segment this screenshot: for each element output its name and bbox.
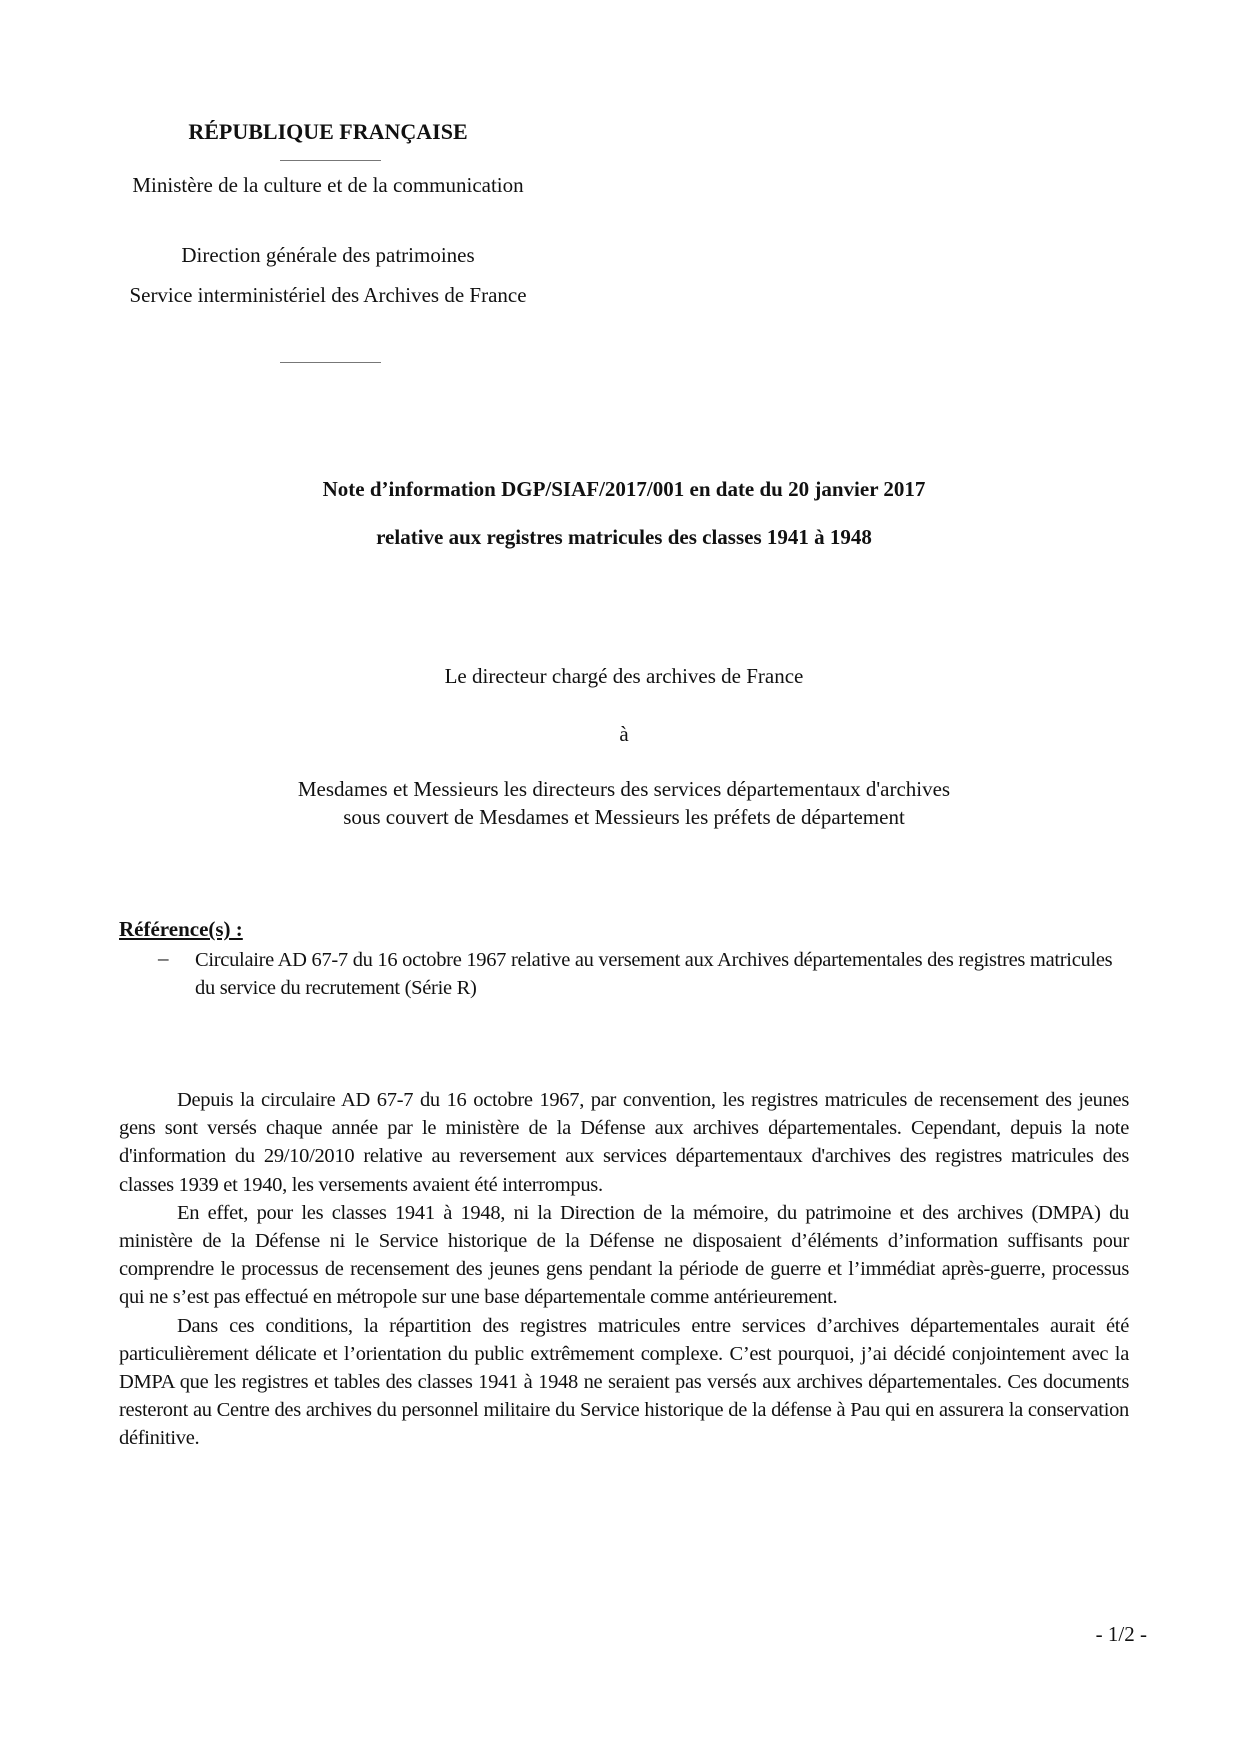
header-divider xyxy=(280,160,381,161)
service-name: Service interministériel des Archives de France xyxy=(129,283,527,307)
reference-item: Circulaire AD 67-7 du 16 octobre 1967 relative au versement aux Archives départementales des registres matricules du service du recrutement (Série R) xyxy=(195,949,1113,999)
body-paragraph: Depuis la circulaire AD 67-7 du 16 octobre 1967, par convention, les registres matricules de recensement des jeunes gens sont versés chaque année par le ministère de la Défense aux archives départementales. Cependant, depuis la note d'information du 29/10/2010 relative au reversement aux services départementaux d'archives des registres matricules des classes 1939 et 1940, les versements avaient été interrompus. xyxy=(119,1089,1129,1196)
recipients-line1: Mesdames et Messieurs les directeurs des services départementaux d'archives xyxy=(297,777,951,801)
addressing-to: à xyxy=(619,722,629,746)
direction-name: Direction générale des patrimoines xyxy=(181,243,475,267)
page-number: - 1/2 - xyxy=(1095,1622,1147,1646)
note-title-line2: relative aux registres matricules des classes 1941 à 1948 xyxy=(376,525,872,549)
ministry-name: Ministère de la culture et de la communication xyxy=(132,173,524,197)
body-paragraph: En effet, pour les classes 1941 à 1948, ni la Direction de la mémoire, du patrimoine et des archives (DMPA) du ministère de la Défense ni le Service historique de la Défense ne disposaient d’éléments d’information suffisants pour comprendre le processus de recensement des jeunes gens pendant la période de guerre et l’immédiat après-guerre, processus qui ne s’est pas effectué en métropole sur une base départementale comme antérieurement. xyxy=(119,1201,1129,1309)
recipients-line2: sous couvert de Mesdames et Messieurs les préfets de département xyxy=(343,805,905,829)
references-heading: Référence(s) : xyxy=(119,917,243,941)
sender: Le directeur chargé des archives de France xyxy=(444,664,804,688)
body-paragraph: Dans ces conditions, la répartition des registres matricules entre services d’archives départementales aurait été particulièrement délicate et l’orientation du public extrêmement complexe. C’est pourquoi, j’ai décidé conjointement avec la DMPA que les registres et tables des classes 1941 à 1948 ne seraient pas versés aux archives départementales. Ces documents resteront au Centre des archives du personnel militaire du Service historique de la défense à Pau qui en assurera la conservation définitive. xyxy=(119,1314,1129,1450)
header-divider xyxy=(280,362,381,363)
note-title-line1: Note d’information DGP/SIAF/2017/001 en date du 20 janvier 2017 xyxy=(322,477,926,501)
republic-heading: RÉPUBLIQUE FRANÇAISE xyxy=(188,119,468,144)
body-text xyxy=(119,1086,1129,1453)
reference-bullet: – xyxy=(158,946,169,970)
